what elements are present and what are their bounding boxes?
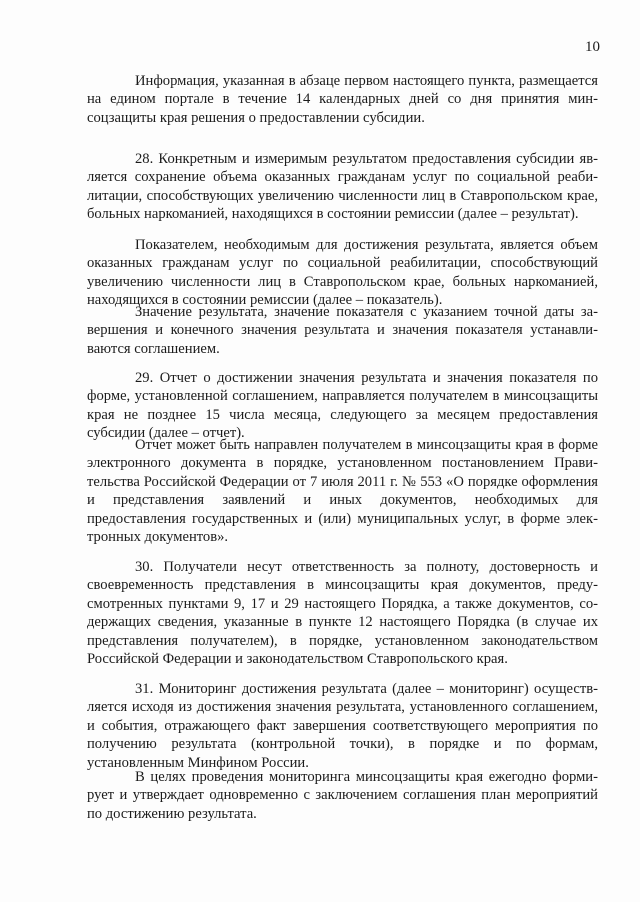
page-number: 10 — [585, 39, 600, 55]
paragraph-item-30-responsibility: 30. Получатели несут ответственность за полноту, достоверность и своевременность представления в минсоцзащиты края документов, предусмотренных пунктами 9, 17 и 29 настоящего Порядка, а также документов, содержащих сведения, указанные в пункте 12 настоящего Порядка (в случае их представления получателем), в порядке, установленном законодательством Российской Федерации и законодательством Ставропольского края. — [87, 559, 598, 668]
paragraph-item-29-report: 29. Отчет о достижении значения результата и значения показателя по форме, установленной соглашением, направляется получателем в минсоцзащиты края не позднее 15 числа месяца, следующего за месяцем предоставления субсидии (далее – отчет). — [87, 370, 598, 442]
paragraph-info-publication: Информация, указанная в абзаце первом настоящего пункта, размещается на едином портале в течение 14 календарных дней со дня принятия минсоцзащиты края решения о предоставлении субсидии. — [87, 73, 598, 126]
paragraph-electronic-report: Отчет может быть направлен получателем в минсоцзащиты края в форме электронного документа в порядке, установленном постановлением Правительства Российской Федерации от 7 июля 2011 г. № 553 «О порядке оформления и представления заявлений и иных документов, необходимых для предоставления государственных и (или) муниципальных услуг, в форме электронных документов». — [87, 437, 598, 546]
paragraph-monitoring-plan: В целях проведения мониторинга минсоцзащиты края ежегодно формирует и утверждает одновременно с заключением соглашения план мероприятий по достижению результата. — [87, 769, 598, 822]
paragraph-item-31-monitoring: 31. Мониторинг достижения результата (далее – мониторинг) осуществляется исходя из достижения значения результата, установленного соглашением, и события, отражающего факт завершения соответствующего мероприятия по получению результата (контрольной точки), в порядке и по формам, установленным Минфином России. — [87, 681, 598, 771]
paragraph-indicator: Показателем, необходимым для достижения результата, является объем оказанных гражданам услуг по социальной реабилитации, способствующий увеличению численности лиц в Ставропольском крае, больных наркоманией, находящихся в состоянии ремиссии (далее – показатель). — [87, 237, 598, 309]
paragraph-item-28-result: 28. Конкретным и измеримым результатом предоставления субсидии является сохранение объема оказанных гражданам услуг по социальной реабилитации, способствующих увеличению численности лиц в Ставропольском крае, больных наркоманией, находящихся в состоянии ремиссии (далее – результат). — [87, 151, 598, 223]
paragraph-result-value: Значение результата, значение показателя с указанием точной даты завершения и конечного значения результата и значения показателя устанавливаются соглашением. — [87, 304, 598, 357]
